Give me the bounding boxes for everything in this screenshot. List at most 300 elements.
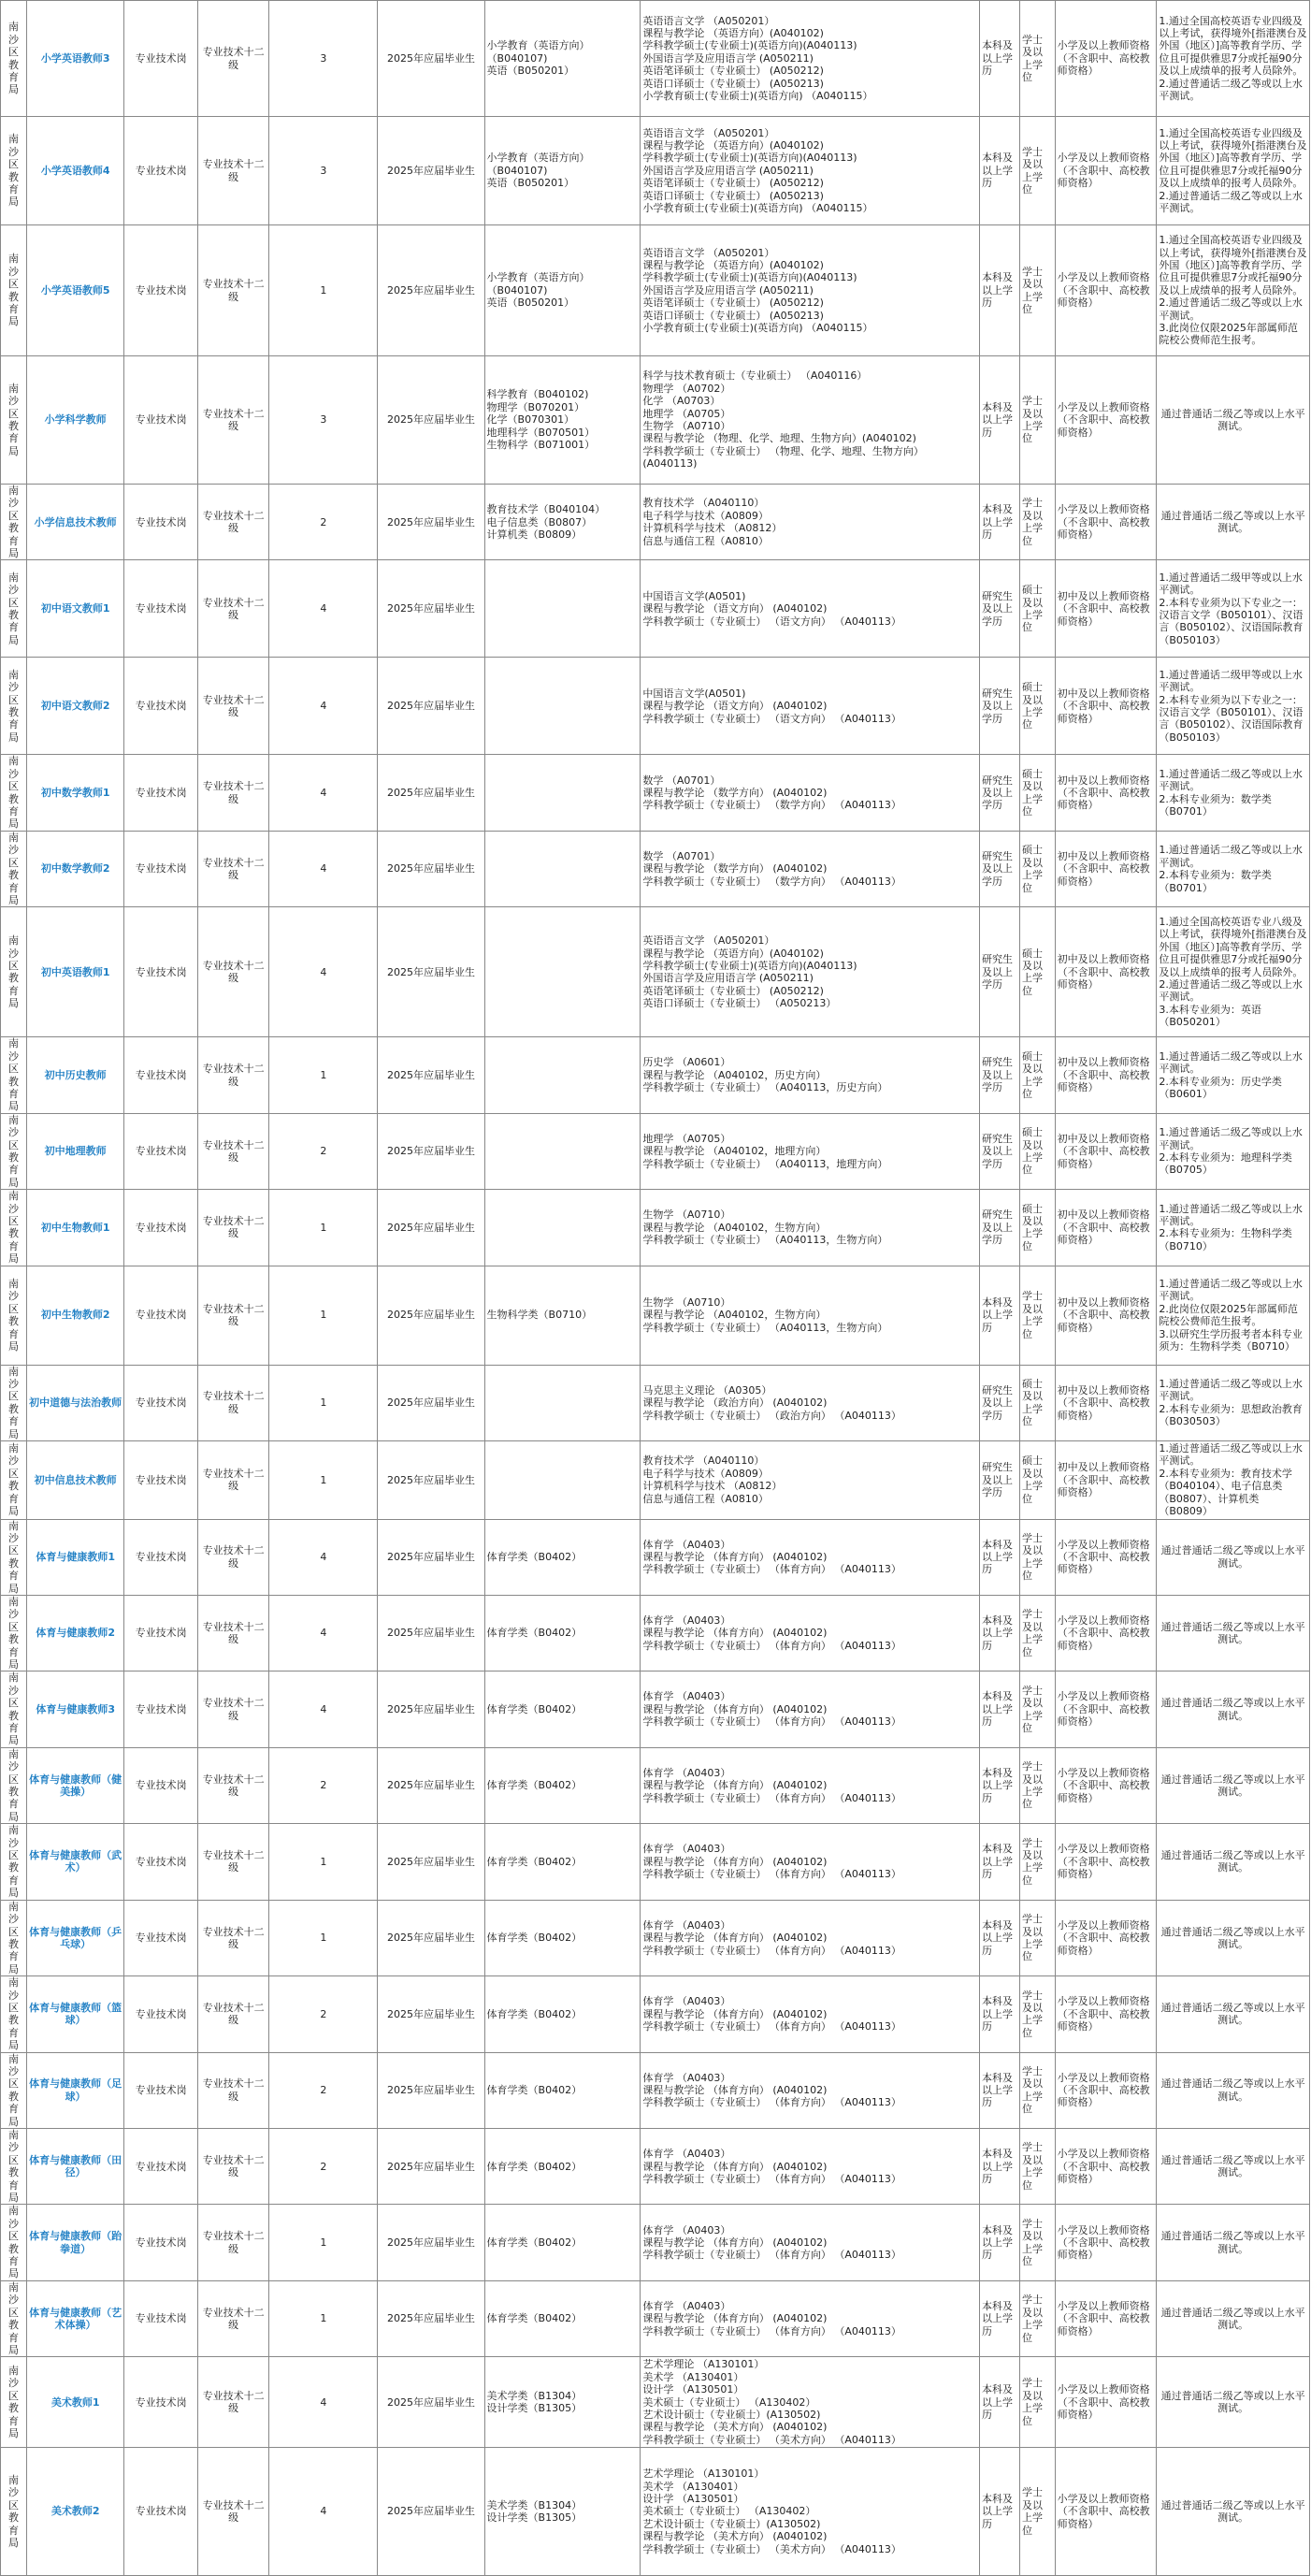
position-link[interactable]	[26, 1672, 123, 1747]
unit-cell	[1, 907, 27, 1037]
category-cell	[124, 356, 198, 485]
postgrad-major: 学科教学硕士（专业硕士） （A040113，地理方向）	[642, 1157, 888, 1170]
requirements-cell	[1157, 1, 1310, 117]
level-text: 专业技术十二级	[202, 596, 265, 621]
level-text: 专业技术十二级	[202, 2153, 265, 2179]
category-cell	[124, 1976, 198, 2052]
postgrad-major: 课程与教学论 （体育方向） (A040102)	[642, 2236, 828, 2249]
target-text: 2025年应届毕业生	[387, 1068, 476, 1081]
degree-cell	[1020, 1672, 1056, 1747]
postgrad-major: 学科教学硕士（专业硕士） （语文方向） （A040113）	[642, 712, 901, 725]
requirements-cell	[1157, 2205, 1310, 2280]
requirement-item: 通过普通话二级乙等或以上水平测试。	[1160, 2498, 1305, 2525]
level-text: 专业技术十二级	[202, 1215, 265, 1240]
count-text: 3	[320, 51, 327, 65]
position-link[interactable]	[26, 356, 123, 485]
unit-cell	[1, 1747, 27, 1823]
unit-text: 南沙区教育局	[7, 2280, 19, 2356]
postgrad-major: 艺术学理论 （A130101）	[642, 2467, 765, 2481]
postgrad-major: 体育学 （A0403）	[642, 1538, 731, 1551]
target-cell	[378, 1824, 484, 1900]
level-cell	[197, 2448, 268, 2576]
certificate-cell	[1055, 356, 1157, 485]
degree-text: 硕士及以上学位	[1022, 767, 1043, 818]
count-cell	[269, 1672, 378, 1747]
position-link[interactable]	[26, 1747, 123, 1823]
postgrad-major: 体育学 （A0403）	[642, 1918, 731, 1932]
degree-cell	[1020, 485, 1056, 560]
certificate-cell	[1055, 1900, 1157, 1975]
level-cell	[197, 1595, 268, 1671]
degree-text: 学士及以上学位	[1022, 1290, 1043, 1340]
certificate-text: 小学及以上教师资格（不含职中、高校教师资格）	[1057, 1843, 1150, 1881]
count-text: 2	[320, 2007, 327, 2020]
postgrad-major-cell	[641, 2129, 980, 2205]
level-text: 专业技术十二级	[202, 780, 265, 805]
unit-text: 南沙区教育局	[7, 21, 19, 96]
position-link[interactable]	[26, 658, 123, 755]
level-text: 专业技术十二级	[202, 407, 265, 432]
certificate-cell	[1055, 1190, 1157, 1266]
postgrad-major: 马克思主义理论 （A0305）	[642, 1383, 772, 1397]
undergrad-major: 设计学类（B1305）	[486, 2402, 583, 2415]
certificate-text: 小学及以上教师资格（不含职中、高校教师资格）	[1057, 1995, 1150, 2033]
position-text: 体育与健康教师（健美操）	[29, 1773, 122, 1799]
postgrad-major: 课程与教学论 （数学方向） (A040102)	[642, 862, 828, 876]
degree-text: 硕士及以上学位	[1022, 1049, 1043, 1100]
education-text: 研究生及以上学历	[981, 774, 1013, 812]
certificate-text: 小学及以上教师资格（不含职中、高校教师资格）	[1057, 271, 1150, 310]
degree-cell	[1020, 1747, 1056, 1823]
target-cell	[378, 1266, 484, 1365]
category-cell	[124, 755, 198, 831]
undergrad-major-cell	[484, 1900, 641, 1975]
count-cell	[269, 1190, 378, 1266]
certificate-text: 小学及以上教师资格（不含职中、高校教师资格）	[1057, 1690, 1150, 1729]
certificate-text: 小学及以上教师资格（不含职中、高校教师资格）	[1057, 1766, 1150, 1804]
count-text: 1	[320, 283, 327, 297]
education-text: 本科及以上学历	[981, 1918, 1013, 1957]
level-text: 专业技术十二级	[202, 509, 265, 535]
unit-text: 南沙区教育局	[7, 2052, 19, 2128]
table-row	[1, 560, 1310, 658]
level-cell	[197, 2280, 268, 2356]
position-link[interactable]	[26, 225, 123, 356]
certificate-cell	[1055, 755, 1157, 831]
position-link[interactable]	[26, 1441, 123, 1519]
postgrad-major: 课程与教学论 （美术方向） (A040102)	[642, 2421, 828, 2434]
target-cell	[378, 225, 484, 356]
position-link[interactable]	[26, 117, 123, 225]
postgrad-major: 课程与教学论 （体育方向） (A040102)	[642, 1627, 828, 1640]
certificate-text: 初中及以上教师资格（不含职中、高校教师资格）	[1057, 953, 1150, 991]
category-cell	[124, 1037, 198, 1113]
target-cell	[378, 1, 484, 117]
category-text: 专业技术岗	[135, 1779, 187, 1792]
certificate-text: 初中及以上教师资格（不含职中、高校教师资格）	[1057, 774, 1150, 812]
postgrad-major-cell	[641, 2448, 980, 2576]
education-text: 研究生及以上学历	[981, 1461, 1013, 1498]
category-cell	[124, 1519, 198, 1595]
education-cell	[979, 1365, 1019, 1440]
count-text: 2	[320, 1145, 327, 1158]
postgrad-major: 学科教学硕士（专业硕士） （体育方向） （A040113）	[642, 1563, 901, 1576]
unit-text: 南沙区教育局	[7, 1113, 19, 1189]
postgrad-major: 学科教学硕士（专业硕士） （A040113，生物方向）	[642, 1234, 888, 1247]
level-cell	[197, 225, 268, 356]
position-link[interactable]	[26, 1037, 123, 1113]
undergrad-major-cell	[484, 755, 641, 831]
table-row	[1, 1037, 1310, 1113]
level-text: 专业技术十二级	[202, 1849, 265, 1874]
requirement-item: 通过普通话二级乙等或以上水平测试。	[1160, 1544, 1305, 1570]
table-row	[1, 2280, 1310, 2356]
position-link[interactable]	[26, 1113, 123, 1189]
table-row	[1, 1747, 1310, 1823]
postgrad-major: 英语语言文学 （A050201）	[642, 246, 775, 259]
unit-cell	[1, 1, 27, 117]
count-cell	[269, 1113, 378, 1189]
postgrad-major: 课程与教学论 （政治方向） (A040102)	[642, 1397, 828, 1410]
undergrad-major-cell	[484, 485, 641, 560]
unit-cell	[1, 1190, 27, 1266]
postgrad-major: 学科教学硕士（专业硕士） （物理、化学、地理、生物方向）	[642, 444, 924, 457]
category-cell	[124, 658, 198, 755]
degree-cell	[1020, 1037, 1056, 1113]
education-cell	[979, 117, 1019, 225]
category-cell	[124, 1365, 198, 1440]
category-text: 专业技术岗	[135, 862, 187, 876]
requirement-item: 2.通过普通话二级乙等或以上水平测试。	[1159, 77, 1303, 103]
certificate-cell	[1055, 831, 1157, 906]
position-link[interactable]	[26, 2448, 123, 2576]
undergrad-major-cell	[484, 1190, 641, 1266]
education-text: 本科及以上学历	[981, 1843, 1013, 1881]
unit-cell	[1, 1976, 27, 2052]
position-link[interactable]	[26, 2357, 123, 2448]
education-cell	[979, 1900, 1019, 1975]
undergrad-major-cell	[484, 560, 641, 658]
level-cell	[197, 1190, 268, 1266]
position-link[interactable]	[26, 907, 123, 1037]
position-link[interactable]	[26, 1976, 123, 2052]
postgrad-major: 学科教学硕士（专业硕士） （体育方向） （A040113）	[642, 1639, 901, 1652]
count-cell	[269, 1441, 378, 1519]
level-cell	[197, 117, 268, 225]
position-text: 小学英语教师5	[40, 283, 110, 297]
position-link[interactable]	[26, 1, 123, 117]
certificate-text: 初中及以上教师资格（不含职中、高校教师资格）	[1057, 589, 1150, 628]
degree-cell	[1020, 2052, 1056, 2128]
degree-cell	[1020, 1595, 1056, 1671]
table-row	[1, 1824, 1310, 1900]
education-cell	[979, 356, 1019, 485]
requirements-cell	[1157, 658, 1310, 755]
target-text: 2025年应届毕业生	[387, 700, 476, 713]
unit-text: 南沙区教育局	[7, 382, 19, 457]
table-row	[1, 2448, 1310, 2576]
requirements-cell	[1157, 1266, 1310, 1365]
position-text: 体育与健康教师（足球）	[29, 2077, 122, 2103]
education-cell	[979, 1037, 1019, 1113]
target-cell	[378, 2052, 484, 2128]
education-cell	[979, 658, 1019, 755]
unit-cell	[1, 2448, 27, 2576]
requirements-cell	[1157, 1595, 1310, 1671]
postgrad-major: 课程与教学论 （体育方向） (A040102)	[642, 1932, 828, 1945]
count-text: 1	[320, 1068, 327, 1081]
postgrad-major: 艺术学理论 （A130101）	[642, 2358, 765, 2371]
category-text: 专业技术岗	[135, 164, 187, 177]
requirement-item: 1.通过全国高校英语专业四级及以上考试，获得境外[指港澳台及外国（地区）]高等教育学历、学位且可提供雅思7分或托福90分及以上成绩单的报考人员除外。	[1159, 234, 1307, 297]
category-text: 专业技术岗	[135, 2236, 187, 2249]
undergrad-major: 教育技术学（B040104）	[486, 503, 606, 516]
postgrad-major: 小学教育硕士(专业硕士)(英语方向) （A040115）	[642, 90, 873, 103]
target-text: 2025年应届毕业生	[387, 2312, 476, 2325]
position-text: 体育与健康教师2	[36, 1627, 115, 1640]
education-cell	[979, 2129, 1019, 2205]
postgrad-major: 课程与教学论 （数学方向） (A040102)	[642, 786, 828, 799]
position-link[interactable]	[26, 1519, 123, 1595]
postgrad-major: 课程与教学论 （A040102，地理方向）	[642, 1145, 827, 1158]
target-text: 2025年应届毕业生	[387, 515, 476, 528]
degree-text: 学士及以上学位	[1022, 1913, 1043, 1963]
count-text: 1	[320, 1473, 327, 1486]
level-cell	[197, 1037, 268, 1113]
postgrad-major: 中国语言文学(A0501)	[642, 687, 746, 700]
postgrad-major: 体育学 （A0403）	[642, 2071, 731, 2084]
postgrad-major-cell	[641, 1747, 980, 1823]
position-link[interactable]	[26, 1365, 123, 1440]
postgrad-major: 外国语言学及应用语言学 (A050211)	[642, 283, 814, 297]
table-row	[1, 658, 1310, 755]
certificate-cell	[1055, 907, 1157, 1037]
table-row	[1, 1365, 1310, 1440]
degree-cell	[1020, 1365, 1056, 1440]
category-text: 专业技术岗	[135, 2505, 187, 2518]
requirement-item: 2.通过普通话二级乙等或以上水平测试。	[1159, 189, 1303, 215]
position-link[interactable]	[26, 1190, 123, 1266]
target-text: 2025年应届毕业生	[387, 1779, 476, 1792]
degree-text: 硕士及以上学位	[1022, 947, 1043, 997]
undergrad-major-cell	[484, 831, 641, 906]
certificate-cell	[1055, 1824, 1157, 1900]
education-cell	[979, 1672, 1019, 1747]
count-cell	[269, 658, 378, 755]
requirements-cell	[1157, 755, 1310, 831]
certificate-text: 小学及以上教师资格（不含职中、高校教师资格）	[1057, 400, 1150, 439]
postgrad-major: 课程与教学论 （英语方向）(A040102)	[642, 138, 824, 152]
requirement-item: 3.以研究生学历报考者本科专业须为：生物科学类（B0710）	[1159, 1327, 1303, 1353]
target-text: 2025年应届毕业生	[387, 786, 476, 799]
postgrad-major-cell	[641, 1266, 980, 1365]
education-text: 本科及以上学历	[981, 2223, 1013, 2262]
position-link[interactable]	[26, 2129, 123, 2205]
certificate-text: 小学及以上教师资格（不含职中、高校教师资格）	[1057, 2223, 1150, 2262]
level-text: 专业技术十二级	[202, 1138, 265, 1164]
requirements-cell	[1157, 1037, 1310, 1113]
count-text: 1	[320, 2236, 327, 2249]
certificate-text: 初中及以上教师资格（不含职中、高校教师资格）	[1057, 1056, 1150, 1094]
undergrad-major: 体育学类（B0402）	[486, 1855, 583, 1868]
requirement-item: 通过普通话二级乙等或以上水平测试。	[1160, 2306, 1305, 2332]
position-text: 体育与健康教师1	[36, 1551, 115, 1564]
position-link[interactable]	[26, 755, 123, 831]
level-text: 专业技术十二级	[202, 1544, 265, 1570]
degree-text: 硕士及以上学位	[1022, 584, 1043, 634]
education-cell	[979, 1266, 1019, 1365]
target-cell	[378, 1672, 484, 1747]
education-cell	[979, 1190, 1019, 1266]
postgrad-major: 体育学 （A0403）	[642, 1614, 731, 1628]
undergrad-major: 生物科学（B071001）	[486, 439, 596, 452]
requirements-cell	[1157, 831, 1310, 906]
category-text: 专业技术岗	[135, 2084, 187, 2097]
category-text: 专业技术岗	[135, 1551, 187, 1564]
education-cell	[979, 1441, 1019, 1519]
postgrad-major-cell	[641, 1365, 980, 1440]
degree-cell	[1020, 1519, 1056, 1595]
count-cell	[269, 831, 378, 906]
certificate-cell	[1055, 117, 1157, 225]
unit-text: 南沙区教育局	[7, 1037, 19, 1113]
unit-text: 南沙区教育局	[7, 485, 19, 560]
level-text: 专业技术十二级	[202, 1925, 265, 1950]
undergrad-major: 计算机类（B0809）	[486, 528, 583, 541]
postgrad-major: 课程与教学论 （英语方向）(A040102)	[642, 26, 824, 39]
undergrad-major-cell	[484, 1, 641, 117]
postgrad-major: 外国语言学及应用语言学 (A050211)	[642, 164, 814, 177]
position-link[interactable]	[26, 1266, 123, 1365]
unit-text: 南沙区教育局	[7, 1824, 19, 1900]
requirements-cell	[1157, 1365, 1310, 1440]
certificate-text: 小学及以上教师资格（不含职中、高校教师资格）	[1057, 1614, 1150, 1652]
postgrad-major: 艺术设计硕士（专业硕士）(A130502)	[642, 2408, 821, 2421]
postgrad-major: 课程与教学论 （体育方向） (A040102)	[642, 1702, 828, 1715]
position-text: 美术教师1	[50, 2395, 100, 2409]
category-cell	[124, 1190, 198, 1266]
level-text: 专业技术十二级	[202, 278, 265, 303]
target-text: 2025年应届毕业生	[387, 1702, 476, 1715]
unit-text: 南沙区教育局	[7, 1976, 19, 2052]
position-link[interactable]	[26, 831, 123, 906]
degree-text: 硕士及以上学位	[1022, 1126, 1043, 1177]
category-cell	[124, 2357, 198, 2448]
target-text: 2025年应届毕业生	[387, 2084, 476, 2097]
degree-cell	[1020, 560, 1056, 658]
certificate-text: 初中及以上教师资格（不含职中、高校教师资格）	[1057, 849, 1150, 888]
postgrad-major: 学科教学硕士（专业硕士） （体育方向） （A040113）	[642, 2096, 901, 2109]
count-cell	[269, 1824, 378, 1900]
unit-cell	[1, 755, 27, 831]
target-cell	[378, 658, 484, 755]
requirement-item: 2.本科专业须为：地理科学类（B0705）	[1159, 1151, 1292, 1177]
category-cell	[124, 2448, 198, 2576]
education-text: 本科及以上学历	[981, 2383, 1013, 2421]
category-text: 专业技术岗	[135, 1473, 187, 1486]
category-cell	[124, 1113, 198, 1189]
target-cell	[378, 117, 484, 225]
category-cell	[124, 1824, 198, 1900]
postgrad-major: 数学 （A0701）	[642, 774, 721, 787]
degree-cell	[1020, 907, 1056, 1037]
category-text: 专业技术岗	[135, 1627, 187, 1640]
degree-text: 硕士及以上学位	[1022, 681, 1043, 731]
level-cell	[197, 1113, 268, 1189]
unit-cell	[1, 225, 27, 356]
unit-text: 南沙区教育局	[7, 2473, 19, 2549]
postgrad-major-cell	[641, 1190, 980, 1266]
postgrad-major: 课程与教学论 （体育方向） (A040102)	[642, 1551, 828, 1564]
table-row	[1, 1595, 1310, 1671]
undergrad-major: 生物科学类（B0710）	[486, 1309, 593, 1322]
table-row	[1, 225, 1310, 356]
table-row	[1, 1976, 1310, 2052]
unit-text: 南沙区教育局	[7, 1900, 19, 1975]
unit-cell	[1, 1037, 27, 1113]
target-text: 2025年应届毕业生	[387, 1551, 476, 1564]
category-text: 专业技术岗	[135, 1702, 187, 1715]
target-cell	[378, 907, 484, 1037]
education-text: 研究生及以上学历	[981, 1208, 1013, 1247]
postgrad-major: 艺术设计硕士（专业硕士）(A130502)	[642, 2517, 821, 2530]
education-cell	[979, 485, 1019, 560]
target-cell	[378, 1365, 484, 1440]
degree-cell	[1020, 1824, 1056, 1900]
postgrad-major: 英语口译硕士（专业硕士） (A050213)	[642, 189, 824, 202]
target-text: 2025年应届毕业生	[387, 283, 476, 297]
certificate-cell	[1055, 1747, 1157, 1823]
level-cell	[197, 907, 268, 1037]
position-link[interactable]	[26, 1824, 123, 1900]
position-text: 初中数学教师1	[40, 786, 110, 799]
position-text: 初中历史教师	[44, 1068, 107, 1081]
count-cell	[269, 117, 378, 225]
degree-cell	[1020, 831, 1056, 906]
degree-text: 学士及以上学位	[1022, 1531, 1043, 1583]
requirements-cell	[1157, 2129, 1310, 2205]
unit-text: 南沙区教育局	[7, 1277, 19, 1353]
level-cell	[197, 1672, 268, 1747]
position-link[interactable]	[26, 1900, 123, 1975]
position-link[interactable]	[26, 2052, 123, 2128]
position-link[interactable]	[26, 2205, 123, 2280]
position-link[interactable]	[26, 560, 123, 658]
undergrad-major-cell	[484, 658, 641, 755]
level-text: 专业技术十二级	[202, 158, 265, 183]
unit-cell	[1, 117, 27, 225]
postgrad-major: 课程与教学论 （美术方向） (A040102)	[642, 2530, 828, 2543]
undergrad-major: 英语（B050201）	[486, 177, 575, 190]
postgrad-major: 课程与教学论 （语文方向） (A040102)	[642, 602, 828, 615]
degree-cell	[1020, 1190, 1056, 1266]
certificate-cell	[1055, 1365, 1157, 1440]
postgrad-major: 学科教学硕士(专业硕士)(英语方向)(A040113)	[642, 152, 857, 165]
requirement-item: 通过普通话二级乙等或以上水平测试。	[1160, 1773, 1305, 1799]
position-link[interactable]	[26, 1595, 123, 1671]
requirement-item: 通过普通话二级乙等或以上水平测试。	[1160, 2230, 1305, 2255]
postgrad-major: 体育学 （A0403）	[642, 2148, 731, 2161]
unit-text: 南沙区教育局	[7, 2129, 19, 2205]
degree-cell	[1020, 755, 1056, 831]
category-cell	[124, 1, 198, 117]
category-cell	[124, 117, 198, 225]
position-link[interactable]	[26, 485, 123, 560]
requirements-cell	[1157, 2280, 1310, 2356]
undergrad-major: 科学教育（B040102)	[486, 388, 589, 401]
position-link[interactable]	[26, 2280, 123, 2356]
undergrad-major-cell	[484, 1113, 641, 1189]
